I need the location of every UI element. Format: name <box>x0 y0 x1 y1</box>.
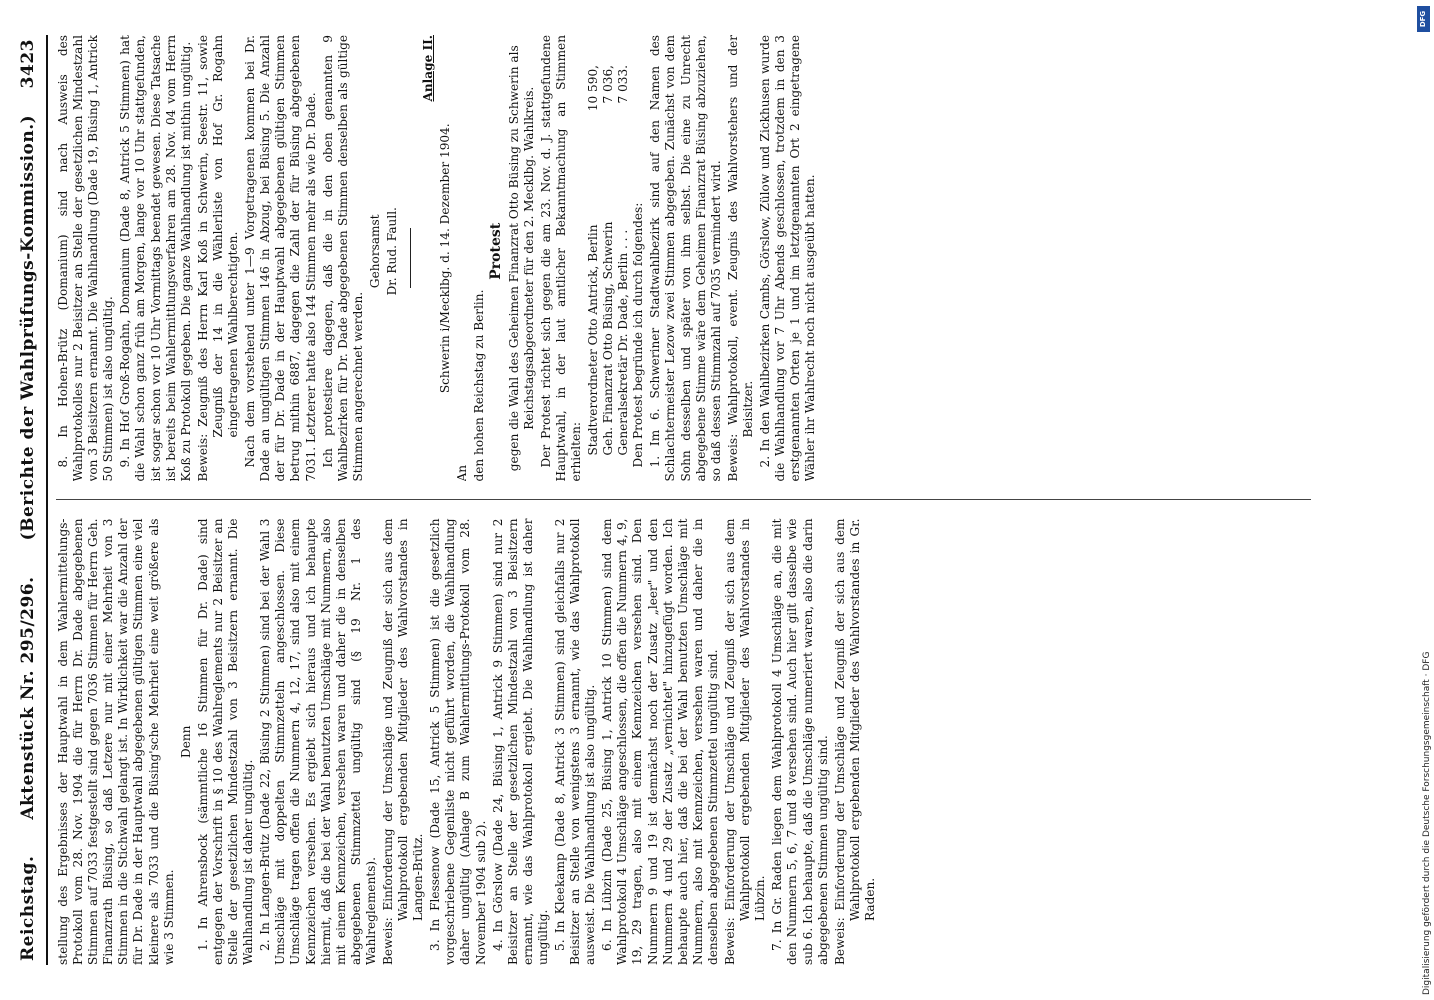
paragraph: Ich protestiere dagegen, daß die in den oben genannten 9 Wahlbezirken für Dr. Dade abgegebenen Stimmen denselben als gültige Stimmen angerechnet werden. <box>320 35 365 482</box>
vote-line <box>616 35 631 482</box>
column-right <box>56 35 1311 482</box>
paragraph: Nach dem vorstehend unter 1—9 Vorgetragenen kommen bei Dr. Dade an ungültigen Stimmen 146 in Abzug, bei Büsing 5. Die Anzahl der für Dr. Dade in der Hauptwahl abgegebenen gültigen Stimmen betrug mithin 6887, dagegen die Zahl der für Büsing abgegebenen 7031. Letzterer hatte also 144 Stimmen mehr als wie Dr. Dade. <box>243 35 318 482</box>
annex-label: Anlage II. <box>421 35 436 102</box>
column-divider <box>56 500 1311 501</box>
document-page <box>0 5 1400 995</box>
proof-paragraph: Beweis: Wahlprotokoll, event. Zeugnis des Wahlvorstehers und der Beisitzer. <box>725 35 755 482</box>
header-doc-number: Aktenstück Nr. 295/296. <box>18 576 38 820</box>
paragraph: 7. In Gr. Raden liegen dem Wahlprotokoll 4 Umschläge an, die mit den Nummern 5, 6, 7 und 8 versehen sind. Auch hier gilt dasselbe wie sub 6. Ich behaupte, daß die Umschläge numeriert waren, also die darin abgegebenen Stimmen ungültig sind. <box>770 518 830 965</box>
paragraph: 4. In Görslow (Dade 24, Büsing 1, Antrick 9 Stimmen) sind nur 2 Beisitzer an Stelle der gesetzlichen Mindestzahl von 3 Beisitzern ernannt, wie das Wahlprotokoll ergiebt. Die Wahlhandlung ist daher ungültig. <box>490 518 550 965</box>
address-line: den hohen Reichstag zu Berlin. <box>472 289 487 482</box>
vote-count: 10 590, <box>586 65 600 112</box>
paragraph: 5. In Kleekamp (Dade 8, Antrick 3 Stimmen) sind gleichfalls nur 2 Beisitzer an Stelle von wenigstens 3 ernannt, wie das Wahlprotokoll ausweist. Die Wahlhandlung ist also ungültig. <box>553 518 598 965</box>
page-number: 3423 <box>18 39 38 89</box>
paragraph: Der Protest richtet sich gegen die am 23. Nov. d. J. stattgefundene Hauptwahl, in der laut amtlicher Bekanntmachung an Stimmen erhielten: <box>538 35 583 482</box>
closing: Gehorsamst <box>367 214 382 289</box>
column-left <box>56 519 1311 966</box>
proof-paragraph: Beweis: Einforderung der Umschläge und Zeugniß der sich aus dem Wahlprotokoll ergebenden Mitglieder des Wahlvorstandes in Lübzin. <box>723 518 768 965</box>
vote-count: 7 033. <box>616 65 631 104</box>
dateline: Schwerin i/Mecklbg. d. 14. Dezember 1904. <box>438 123 453 394</box>
candidate-name: Stadtverordneter Otto Antrick, Berlin <box>586 224 600 456</box>
proof-paragraph: Beweis: Zeugniß des Herrn Karl Koß in Schwerin, Seestr. 11, sowie Zeugniß der 14 in die Wählerliste von Hof Gr. Rogahn eingetragenen Wahlberechtigten. <box>195 35 241 482</box>
section-rule <box>410 228 411 288</box>
protest-subtitle: gegen die Wahl des Geheimen Finanzrat Otto Büsing zu Schwerin als Reichstagsabgeordneter für den 2. Mecklbg. Wahlkreis. <box>506 45 536 472</box>
paragraph: 1. Im 6. Schweriner Stadtwahlbezirk sind auf den Namen des Schlachtermeister Lezow zwei Stimmen abgegeben. Zunächst von dem Sohn desselben und später von ihm selbst. Die eine zu Unrecht abgegebene Stimme wäre dem Geheimen Finanzrat Büsing abzuziehen, so daß dessen Stimmzahl auf 7035 vermindert wird. <box>648 35 723 482</box>
signature: Dr. Rud. Faull. <box>384 207 399 296</box>
paragraph: 6. In Lübzin (Dade 25, Büsing 1, Antrick 10 Stimmen) sind dem Wahlprotokoll 4 Umschläge angeschlossen, die offen die Nummern 4, 9, 19, 29 tragen, also mit einem Kennzeichen versehen sind. Den Nummern 9 und 19 ist demnächst noch der Zusatz „leer" und den Nummern 4 und 29 der Zusatz „vernichtet" hinzugefügt worden. Ich behaupte auch hier, daß die bei der Wahl benutzten Umschläge mit Nummern, also mit Kennzeichen, versehen waren und daher die in denselben abgegebenen Stimmzettel ungültig sind. <box>600 518 720 965</box>
paragraph: 8. In Hohen-Brütz (Domanium) sind nach Ausweis des Wahlprotokolles nur 2 Beisitzer an Stelle der gesetzlichen Mindestzahl von 3 Beisitzern ernannt. Die Wahlhandlung (Dade 19, Büsing 1, Antrick 50 Stimmen) ist also ungültig. <box>56 35 116 482</box>
header-rule <box>46 35 48 965</box>
paragraph: Den Protest begründe ich durch folgendes: <box>631 202 646 468</box>
candidate-name: Geh. Finanzrat Otto Büsing, Schwerin <box>601 221 616 456</box>
paragraph: 2. In den Wahlbezirken Cambs, Görslow, Zülow und Zickhusen wurde die Wahlhandlung vor 7 Uhr Abends geschlossen, trotzdem in den 3 erstgenannten Orten je 1 und im letztgenannten Ort 2 eingetragene Wähler ihr Wahlrecht noch nicht ausgeübt hatten. <box>758 35 818 482</box>
proof-paragraph: Beweis: Einforderung der Umschläge und Zeugniß der sich aus dem Wahlprotokoll ergebenden Mitglieder des Wahlvorstandes in Gr. Raden. <box>832 518 877 965</box>
vote-line <box>586 35 601 482</box>
paragraph: 1. In Ahrensbock (sämmtliche 16 Stimmen für Dr. Dade) sind entgegen der Vorschrift in § 10 des Wahlreglements nur 2 Beisitzer an Stelle der gesetzlichen Mindestzahl von 3 Beisitzern ernannt. Die Wahlhandlung ist daher ungültig. <box>195 518 256 965</box>
header-left: Reichstag. <box>18 855 38 961</box>
address-line: An <box>455 464 470 482</box>
proof-paragraph: Beweis: Einforderung der Umschläge und Zeugniß der sich aus dem Wahlprotokoll ergebenden Mitglieder des Wahlvorstandes in Langen-Brütz. <box>380 518 426 965</box>
header-title: (Berichte der Wahlprüfungs-Kommission.) <box>18 114 38 541</box>
paragraph: 9. In Hof Groß-Rogahn, Domanium (Dade 8, Antrick 5 Stimmen) hat die Wahl schon ganz früh am Morgen, lange vor 10 Uhr stattgefunden, ist sogar schon vor 10 Uhr Vormittags beendet gewesen. Diese Tatsache ist bereits beim Wahlermittlungsverfahren am 28. Nov. 04 vom Herrn Koß zu Protokoll gegeben. Die ganze Wahlhandlung ist mithin ungültig. <box>118 35 193 482</box>
paragraph: Denn <box>178 725 193 758</box>
paragraph: 2. In Langen-Brütz (Dade 22, Büsing 2 Stimmen) sind bei der Wahl 3 Umschläge mit doppelten Stimmzetteln angeschlossen. Diese Umschläge tragen offen die Nummern 4, 12, 17, sind also mit einem Kennzeichen versehen. Es ergiebt sich hieraus und ich behaupte hiermit, daß die bei der Wahl benutzten Umschläge mit Nummern, also mit einem Kennzeichen, versehen waren und daher die in denselben abgegebenen Stimmzettel ungültig sind (§ 19 Nr. 1 des Wahlreglements). <box>258 518 378 965</box>
candidate-name: Generalsekretär Dr. Dade, Berlin . . . <box>616 229 631 456</box>
page-header <box>18 35 46 965</box>
digitization-note <box>1400 0 1434 1000</box>
vote-count: 7 036, <box>601 65 616 104</box>
dfg-logo-icon <box>1417 6 1430 32</box>
paragraph: 3. In Flessenow (Dade 15, Antrick 5 Stimmen) ist die gesetzlich vorgeschriebene Gegenliste nicht geführt worden, die Wahlhandlung daher ungültig (Anlage B zum Wahlermittlungs-Protokoll vom 28. November 1904 sub 2). <box>428 518 488 965</box>
logo-text: DFG <box>1419 10 1428 28</box>
vote-line <box>601 35 616 482</box>
funding-note: Digitalisierung gefördert durch die Deutsche Forschungsgemeinschaft · DFG <box>1422 651 1432 995</box>
protest-title: Protest <box>488 222 505 280</box>
paragraph: stellung des Ergebnisses der Hauptwahl in dem Wahlermittelungs-Protokoll vom 28. Nov. 1904 die für Herrn Dr. Dade abgegebenen Stimmen auf 7033 festgestellt sind gegen 7036 Stimmen für Herrn Geh. Finanzrath Büsing, so daß Letzere nur mit einer Mehrheit von 3 Stimmen in die Stichwahl gelangt ist. In Wirklichkeit war die Anzahl der für Dr. Dade in der Hauptwahl abgegebenen gültigen Stimmen eine viel kleinere als 7033 und die Büsing'sche Mehrheit eine weit größere als wie 3 Stimmen. <box>56 518 176 965</box>
